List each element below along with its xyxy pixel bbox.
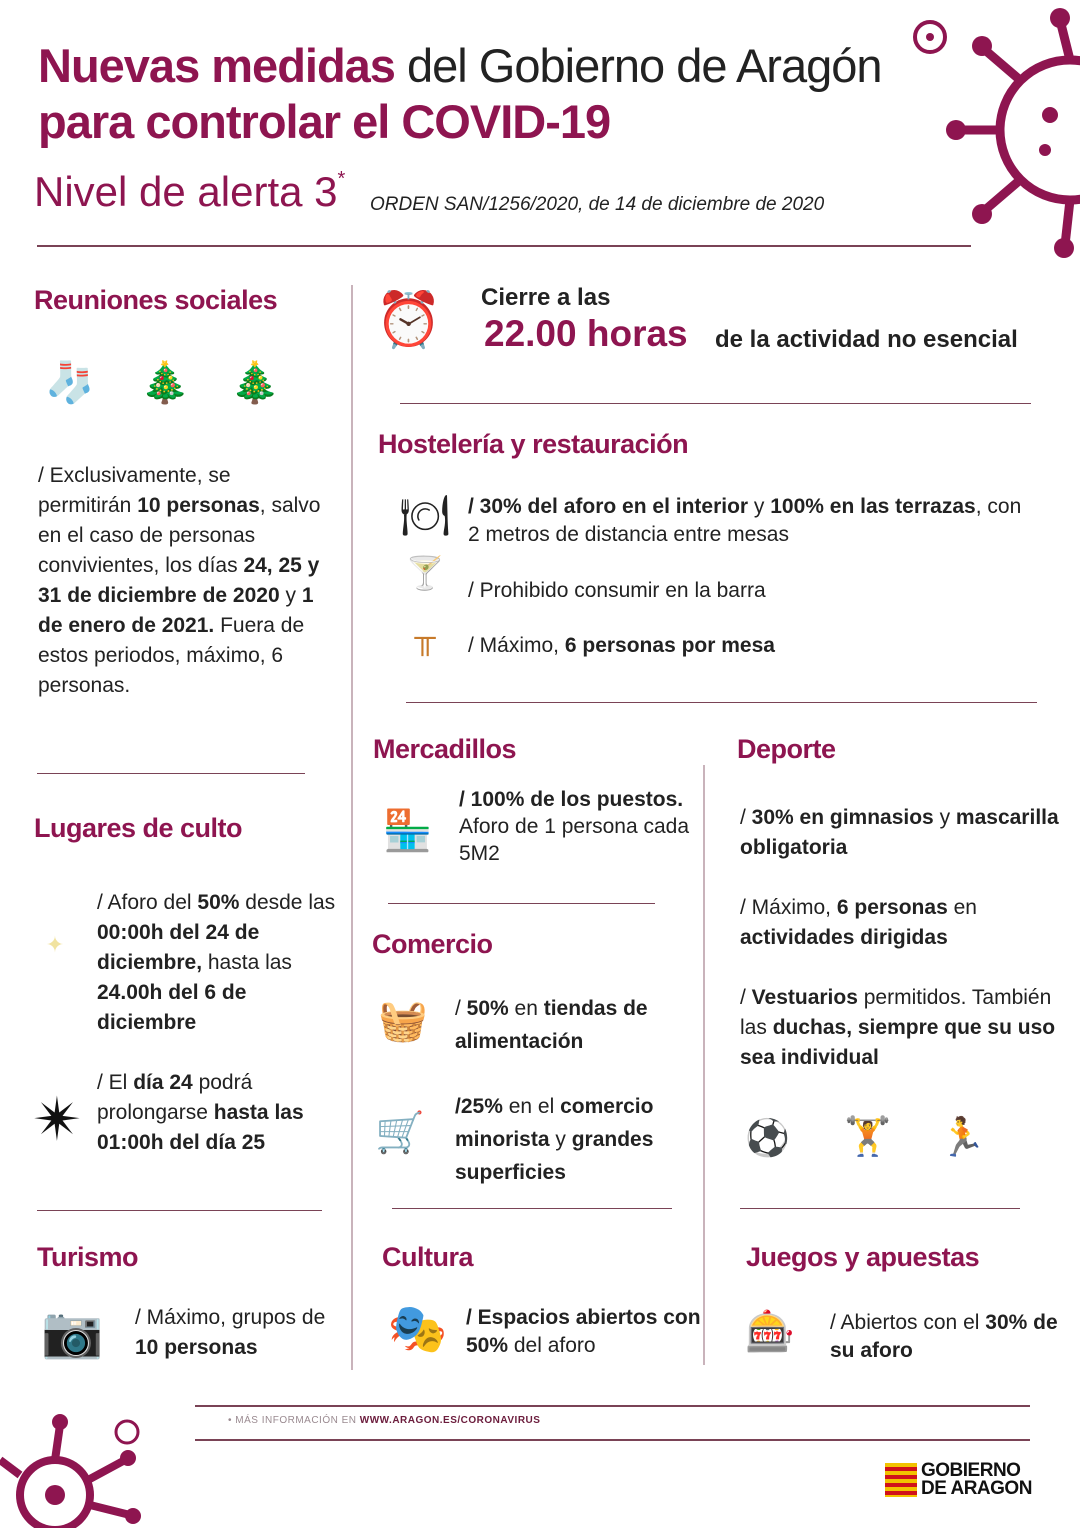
alert-level-text: Nivel de alerta 3 <box>34 168 338 215</box>
small-virus-bottom-icon <box>110 1415 144 1449</box>
divider <box>195 1439 1030 1441</box>
cultura-heading: Cultura <box>382 1242 473 1272</box>
mercadillos-text <box>459 786 689 867</box>
text-segment: y <box>549 1128 572 1151</box>
divider <box>406 702 1037 703</box>
bold-text-segment: grandes superficies <box>455 1128 654 1184</box>
text-segment: / Máximo, grupos de <box>135 1306 326 1329</box>
text-segment: en el <box>502 1095 561 1118</box>
text-segment: desde las <box>239 891 336 914</box>
logo-line: GOBIERNO <box>921 1460 1021 1481</box>
more-info: • MÁS INFORMACIÓN EN WWW.ARAGON.ES/CORONAVIRUS <box>228 1415 541 1426</box>
bold-text-segment: 100% en las terrazas <box>770 495 976 518</box>
text-segment: y <box>279 584 302 607</box>
juegos-text <box>830 1309 1060 1365</box>
hosteleria-heading: Hostelería y restauración <box>378 429 689 459</box>
text-segment: , con 2 metros de distancia entre mesas <box>468 495 1022 546</box>
bold-text-segment: 6 personas <box>836 896 948 919</box>
bold-text-segment: / 30% del aforo en el interior <box>468 495 749 518</box>
camera-icon: 📷 <box>41 1304 104 1360</box>
text-segment: , salvo en el caso de personas convivientes, los días <box>38 494 321 577</box>
serving-dish-icon: 🍽 <box>399 493 451 538</box>
hosteleria-item <box>468 631 1028 661</box>
bold-text-segment: /25% <box>455 1095 503 1118</box>
runner-icon: 🏃 <box>938 1116 987 1159</box>
more-info-label: MÁS INFORMACIÓN EN <box>235 1415 357 1426</box>
turismo-heading: Turismo <box>37 1242 139 1272</box>
market-stall-icon: 🏪 <box>382 808 433 853</box>
bold-text-segment: 50% <box>466 997 509 1020</box>
text-segment: / <box>455 997 467 1020</box>
logo-line: DE ARAGON <box>921 1478 1032 1499</box>
bold-text-segment: mascarilla obligatoria <box>740 806 1059 859</box>
gobierno-aragon-logo <box>885 1462 1032 1498</box>
text-segment: en <box>508 997 544 1020</box>
divider <box>37 245 971 247</box>
text-segment: / Prohibido consumir en la barra <box>468 579 766 602</box>
text-segment: / Máximo, <box>740 896 837 919</box>
theater-masks-icon: 🎭 <box>387 1302 448 1356</box>
closing-pre: Cierre a las <box>481 284 611 311</box>
cultura-text <box>466 1304 701 1360</box>
comercio-item <box>455 992 695 1058</box>
text-segment: en <box>947 896 977 919</box>
divider <box>37 1210 322 1211</box>
text-segment: del aforo <box>508 1334 596 1357</box>
text-segment: / <box>740 986 752 1009</box>
bold-text-segment: 6 personas por mesa <box>564 634 775 657</box>
divider <box>392 1208 672 1209</box>
bold-text-segment: / Espacios abiertos con 50% <box>466 1306 701 1357</box>
casino-chips-icon: 🎰 <box>745 1309 795 1354</box>
bold-text-segment: 24, 25 y 31 de diciembre de 2020 <box>38 554 320 607</box>
more-info-link[interactable]: WWW.ARAGON.ES/CORONAVIRUS <box>359 1415 541 1426</box>
bold-text-segment: 24.00h del 6 de diciembre <box>97 981 247 1034</box>
hosteleria-item <box>468 576 1028 606</box>
divider <box>195 1405 1030 1407</box>
deporte-item <box>740 893 1060 953</box>
text-segment: hasta las <box>202 951 292 974</box>
divider <box>740 1208 1020 1209</box>
aragon-flag-icon <box>885 1463 917 1497</box>
culto-heading: Lugares de culto <box>34 813 243 843</box>
alarm-clock-icon: ⏰ <box>375 290 443 350</box>
order-reference: ORDEN SAN/1256/2020, de 14 de diciembre de 2020 <box>370 194 825 215</box>
deporte-item <box>740 983 1060 1073</box>
reuniones-heading: Reuniones sociales <box>34 285 278 315</box>
turismo-text <box>135 1303 345 1363</box>
text-segment: del Gobierno de Aragón <box>394 39 882 92</box>
bold-text-segment: tiendas de alimentación <box>455 997 648 1053</box>
sparkle-icon: ✦ <box>45 932 65 957</box>
alert-level-footnote-mark: * <box>337 168 346 190</box>
bold-text-segment: 1 de enero de 2021. <box>38 584 314 637</box>
text-segment: / Aforo del <box>97 891 198 914</box>
text-segment: Fuera de estos periodos, máximo, 6 personas. <box>38 614 305 697</box>
column-divider <box>703 765 705 1365</box>
bold-text-segment: 00:00h del 24 de diciembre, <box>97 921 260 974</box>
weightlifter-icon: 🏋 <box>844 1116 892 1158</box>
text-segment: / Exclusivamente, se permitirán <box>38 464 231 517</box>
alert-level <box>34 168 345 216</box>
culto-item <box>97 888 347 1038</box>
comercio-item <box>455 1090 700 1189</box>
bold-text-segment: 30% en gimnasios <box>751 806 934 829</box>
virus-illustration-icon <box>940 0 1080 260</box>
bold-text-segment: comercio minorista <box>455 1095 654 1151</box>
bold-text-segment: / 100% de los puestos. <box>459 788 684 811</box>
culto-item <box>97 1068 347 1158</box>
shopping-cart-icon: 🛒 <box>375 1111 425 1155</box>
bold-text-segment: para controlar el COVID-19 <box>38 95 611 148</box>
table-chairs-icon: ╥ <box>414 620 436 654</box>
bold-text-segment: Nuevas medidas <box>38 39 395 92</box>
christmas-tree-icon: 🎄 <box>140 361 190 405</box>
text-segment: / Abiertos con el <box>830 1311 986 1334</box>
soccer-ball-icon: ⚽ <box>745 1116 790 1158</box>
text-segment: / <box>740 806 752 829</box>
grocery-basket-icon: 🧺 <box>378 998 428 1043</box>
text-segment: Aforo de 1 persona cada 5M2 <box>459 815 689 865</box>
juegos-heading: Juegos y apuestas <box>746 1242 980 1272</box>
bold-text-segment: 30% de su aforo <box>830 1311 1058 1362</box>
text-segment: permitidos. También las <box>740 986 1052 1039</box>
hosteleria-item <box>468 493 1038 549</box>
bold-text-segment: actividades dirigidas <box>740 926 948 949</box>
text-segment: / Máximo, <box>468 634 565 657</box>
text-segment: podrá prolongarse <box>97 1071 253 1124</box>
christmas-stocking-icon: 🧦 <box>45 361 95 405</box>
ornaments-icon: 🎄 <box>230 361 280 405</box>
reuniones-text <box>38 461 328 701</box>
mercadillos-heading: Mercadillos <box>373 734 517 764</box>
text-segment: / El <box>97 1071 134 1094</box>
divider <box>37 773 305 774</box>
deporte-item <box>740 803 1060 863</box>
bold-text-segment: 10 personas <box>135 1336 258 1359</box>
star-icon: ✴ <box>32 1086 83 1153</box>
closing-time: 22.00 horas <box>484 313 688 354</box>
text-segment: y <box>748 495 771 518</box>
deporte-heading: Deporte <box>737 734 836 764</box>
text-segment: y <box>933 806 956 829</box>
bold-text-segment: hasta las 01:00h del día 25 <box>97 1101 304 1154</box>
comercio-heading: Comercio <box>372 929 493 959</box>
bold-text-segment: día 24 <box>133 1071 193 1094</box>
page-title <box>38 38 918 150</box>
bold-text-segment: duchas, siempre que su uso sea individual <box>740 1016 1056 1069</box>
divider <box>400 403 1031 404</box>
cocktail-icon: 🍸 <box>405 554 445 591</box>
closing-post: de la actividad no esencial <box>715 326 1018 353</box>
bold-text-segment: 50% <box>197 891 240 914</box>
divider <box>388 903 655 904</box>
bold-text-segment: Vestuarios <box>751 986 858 1009</box>
column-divider <box>351 285 353 1370</box>
bold-text-segment: 10 personas <box>137 494 260 517</box>
